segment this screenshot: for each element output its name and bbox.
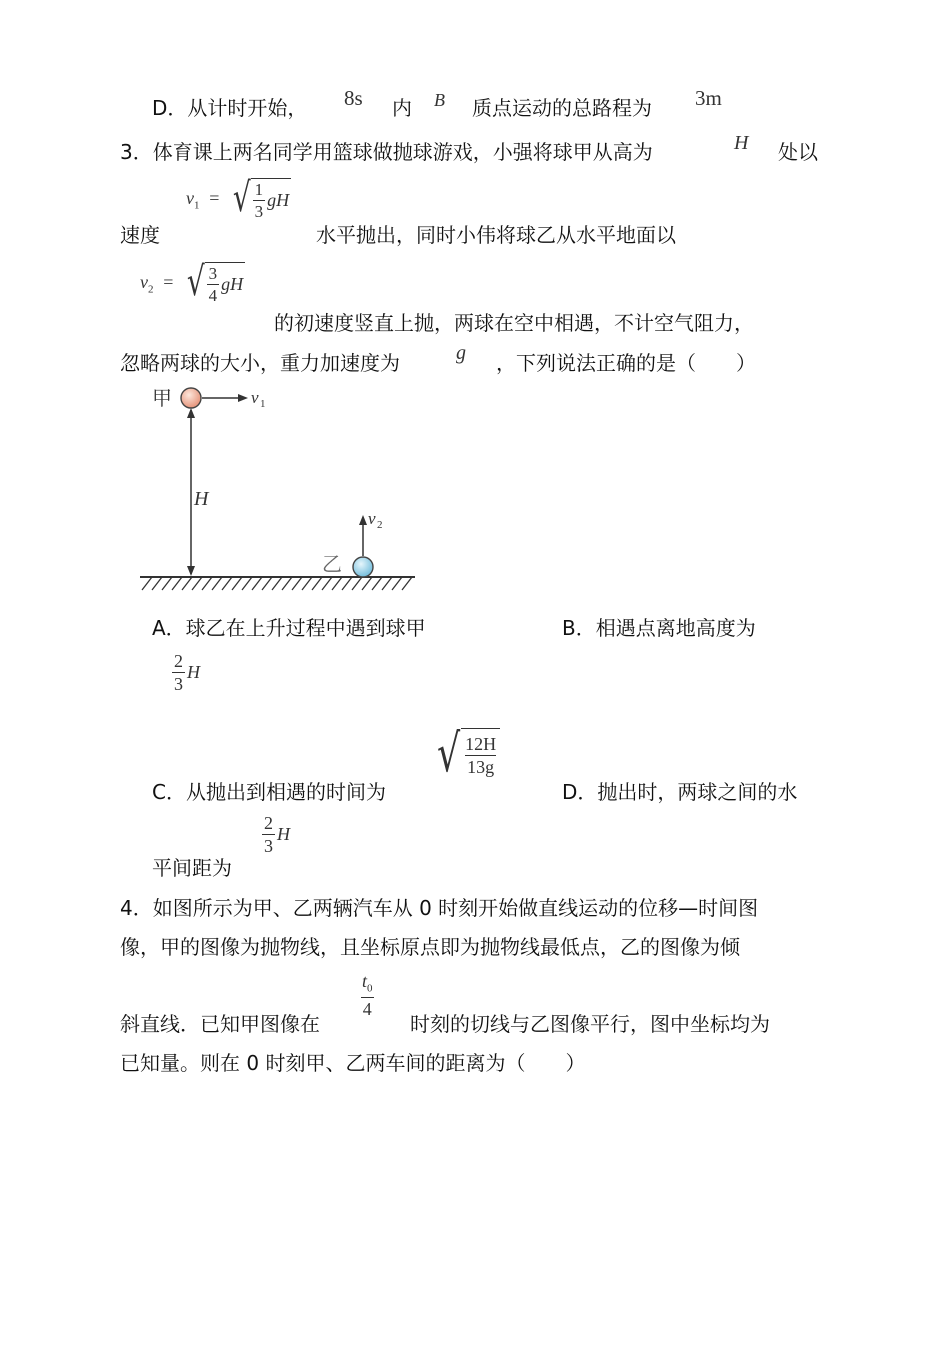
t-symbol: t	[362, 971, 368, 991]
d-numerator: 2	[264, 813, 273, 833]
q2-time-value: 8s	[344, 86, 363, 110]
ball-yi	[353, 557, 373, 577]
d-denominator: 3	[264, 836, 273, 856]
q2-point-b: B	[434, 90, 445, 110]
q4-line3-a: 斜直线．已知甲图像在	[120, 1012, 320, 1036]
height-arrow-bottom-head	[187, 566, 195, 576]
v2-numerator: 3	[208, 264, 218, 283]
q2-option-d-text-c: 质点运动的总路程为	[472, 96, 652, 120]
height-label: H	[194, 488, 209, 510]
b-numerator: 2	[174, 651, 183, 671]
b-h: H	[187, 661, 200, 682]
q3-option-a: A．球乙在上升过程中遇到球甲	[152, 616, 426, 640]
q3-line1-b: 处以	[778, 140, 818, 164]
q4-time-fraction	[360, 972, 375, 1018]
v1-arrow-label: v	[251, 388, 259, 407]
sqrt-sign: √	[186, 259, 205, 305]
q4-line2: 像，甲的图像为抛物线，且坐标原点即为抛物线最低点，乙的图像为倾	[120, 935, 740, 959]
v2-symbol: v	[140, 272, 148, 292]
b-denominator: 3	[174, 674, 183, 694]
q3-v2-formula	[140, 259, 245, 305]
q3-figure	[130, 378, 430, 598]
c-fraction	[463, 735, 498, 776]
q3-option-c: C．从抛出到相遇的时间为	[152, 780, 386, 804]
ground-hatch	[142, 577, 412, 590]
q3-line3: 的初速度竖直上抛，两球在空中相遇，不计空气阻力，	[274, 311, 754, 335]
q3-gravity-g: g	[456, 342, 466, 364]
v1-sqrt	[229, 175, 291, 221]
v1-gh: gH	[267, 190, 290, 210]
q3-line4-b: ，下列说法正确的是（ ）	[496, 351, 756, 375]
q3-option-c-value	[432, 724, 500, 784]
ball-yi-label: 乙	[322, 552, 342, 576]
q3-line2-b: 水平抛出，同时小伟将球乙从水平地面以	[316, 223, 676, 247]
ball-jia-label: 甲	[152, 386, 172, 410]
v1-arrow-subscript: 1	[260, 398, 266, 410]
v2-sqrt	[183, 259, 245, 305]
q3-option-d-line1: D．抛出时，两球之间的水	[562, 780, 798, 804]
v1-symbol: v	[186, 188, 194, 208]
v2-arrow-label: v	[368, 509, 376, 528]
q4-line4: 已知量。则在 0 时刻甲、乙两车间的距离为（ ）	[120, 1051, 586, 1075]
ball-jia	[181, 388, 201, 408]
v2-arrow-subscript: 2	[377, 519, 383, 531]
v1-arrow-head	[238, 394, 248, 402]
c-denominator: 13g	[467, 757, 495, 777]
q2-option-d	[152, 92, 307, 121]
d-fraction	[262, 814, 275, 855]
c-sqrt	[432, 724, 500, 784]
q4-line1: 4．如图所示为甲、乙两辆汽车从 0 时刻开始做直线运动的位移—时间图	[120, 896, 759, 920]
v1-fraction	[253, 181, 266, 220]
q3-line2-a: 速度	[120, 223, 160, 247]
q3-option-d-line2: 平间距为	[152, 856, 232, 880]
q2-length-value: 3m	[695, 86, 722, 110]
v1-numerator: 1	[254, 180, 264, 199]
q3-option-b: B．相遇点离地高度为	[562, 616, 756, 640]
q3-option-d-value	[262, 814, 290, 855]
q3-option-b-value	[172, 652, 200, 693]
v2-subscript: 2	[148, 283, 154, 296]
sqrt-sign: √	[436, 724, 461, 784]
sqrt-sign: √	[232, 175, 251, 221]
v2-equals: =	[163, 272, 174, 292]
q3-v1-formula	[186, 175, 291, 221]
v2-arrow-head	[359, 515, 367, 525]
t0-fraction	[360, 972, 375, 1018]
q3-line1-a: 3．体育课上两名同学用篮球做抛球游戏，小强将球甲从高为	[120, 140, 653, 164]
q3-line4-a: 忽略两球的大小，重力加速度为	[120, 351, 400, 375]
q2-option-d-text-b: 内	[392, 96, 412, 120]
t-subscript: 0	[367, 982, 373, 995]
v2-fraction	[207, 265, 220, 304]
q3-height-h: H	[734, 132, 749, 154]
v1-subscript: 1	[194, 199, 200, 212]
v2-denominator: 4	[208, 286, 218, 305]
b-fraction	[172, 652, 185, 693]
t0-denominator: 4	[362, 998, 372, 1019]
q4-line3-b: 时刻的切线与乙图像平行，图中坐标均为	[410, 1012, 770, 1036]
d-h: H	[277, 823, 290, 844]
v1-equals: =	[209, 188, 220, 208]
v2-gh: gH	[221, 274, 244, 294]
q2-option-d-text-a: D．从计时开始，	[152, 96, 308, 120]
v1-denominator: 3	[254, 202, 264, 221]
c-numerator: 12H	[465, 734, 497, 754]
height-arrow-top-head	[187, 408, 195, 418]
